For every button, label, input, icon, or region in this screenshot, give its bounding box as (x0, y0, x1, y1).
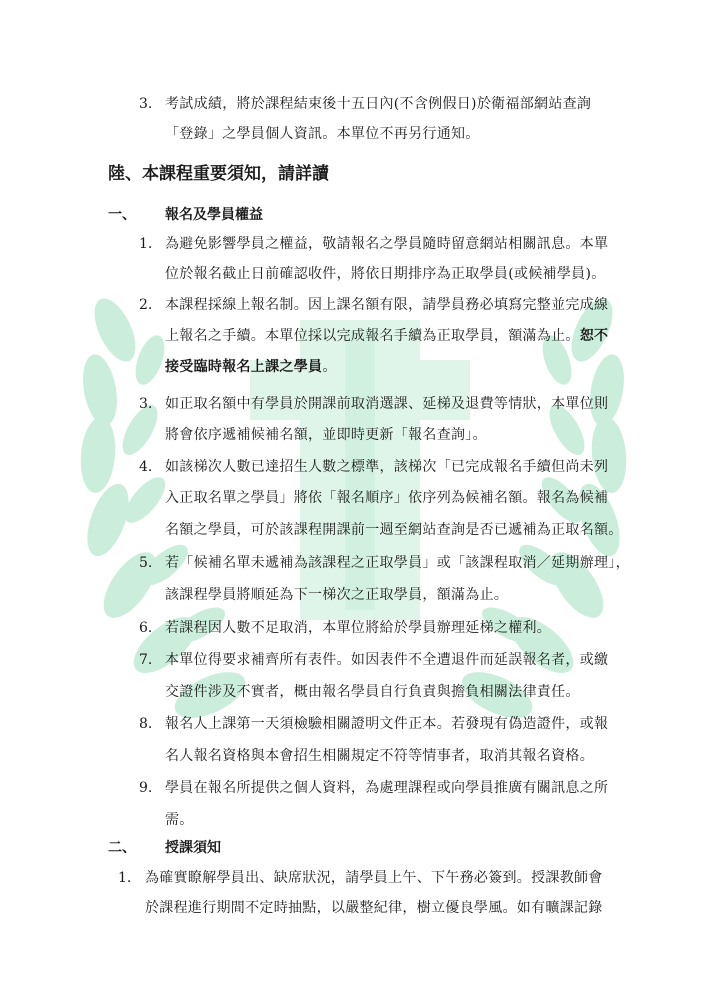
item-text: 將會依序遞補候補名額，並即時更新「報名查詢」。 (165, 427, 487, 443)
item-text: 如正取名額中有學員於開課前取消選課、延梯及退費等情狀，本單位則 (165, 396, 609, 412)
item-text: 該課程學員將順延為下一梯次之正取學員，額滿為止。 (165, 587, 509, 603)
item-text: 為避免影響學員之權益，敬請報名之學員隨時留意網站相關訊息。本單 (165, 236, 609, 252)
item-text: 接受臨時報名上課之學員。 (165, 359, 337, 375)
section-heading: 陸、本課程重要須知，請詳讀 (108, 164, 329, 184)
item-text: 如該梯次人數已達招生人數之標準，該梯次「已完成報名手續但尚未列 (165, 459, 609, 475)
item-text: 學員在報名所提供之個人資料，為處理課程或向學員推廣有關訊息之所 (165, 780, 609, 796)
item-text: 若課程因人數不足取消，本單位將給於學員辦理延梯之權利。 (165, 620, 552, 636)
item-text: 入正取名單之學員」將依「報名順序」依序列為候補名額。報名為候補 (165, 490, 609, 506)
item-text: 上報名之手續。本單位採以完成報名手續為正取學員，額滿為止。恕不 (165, 328, 609, 344)
item-text: 需。 (165, 812, 194, 828)
item-text: 報名人上課第一天須檢驗相關證明文件正本。若發現有偽造證件，或報 (165, 716, 609, 732)
item-number: 9. (139, 780, 153, 796)
item-number: 3. (139, 396, 153, 412)
item-text: 考試成績，將於課程結束後十五日內(不含例假日)於衛福部網站查詢 (165, 96, 592, 112)
subsection-label: 一、 (108, 207, 136, 223)
item-number: 8. (139, 716, 153, 732)
item-number: 6. (139, 620, 153, 636)
item-text: 本單位得要求補齊所有表件。如因表件不全遭退件而延誤報名者，或繳 (165, 652, 609, 668)
item-text: 本課程採線上報名制。因上課名額有限，請學員務必填寫完整並完成線 (165, 297, 609, 313)
item-text: 名人報名資格與本會招生相關規定不符等情事者，取消其報名資格。 (165, 748, 594, 764)
item-number: 2. (139, 297, 153, 313)
item-text: 「登錄」之學員個人資訊。本單位不再另行通知。 (165, 126, 480, 142)
item-text: 名額之學員，可於該課程開課前一週至網站查詢是否已遞補為正取名額。 (165, 522, 623, 538)
item-text: 於課程進行期間不定時抽點，以嚴整紀律，樹立優良學風。如有曠課記錄 (145, 900, 603, 916)
item-number: 7. (139, 652, 153, 668)
item-text: 若「候補名單未遞補為該課程之正取學員」或「該課程取消／延期辦理」， (165, 555, 630, 571)
item-number: 3. (139, 96, 153, 112)
item-number: 5. (139, 555, 153, 571)
item-number: 1. (118, 870, 132, 886)
item-text: 位於報名截止日前確認收件，將依日期排序為正取學員(或候補學員)。 (165, 266, 606, 282)
item-text: 交證件涉及不實者，概由報名學員自行負責與擔負相關法律責任。 (165, 684, 580, 700)
subsection-label: 二、 (108, 840, 136, 856)
item-number: 1. (139, 236, 153, 252)
subsection-title: 授課須知 (165, 840, 221, 856)
subsection-title: 報名及學員權益 (165, 207, 263, 223)
item-number: 4. (139, 459, 153, 475)
item-text: 為確實瞭解學員出、缺席狀況，請學員上午、下午務必簽到。授課教師會 (145, 870, 603, 886)
